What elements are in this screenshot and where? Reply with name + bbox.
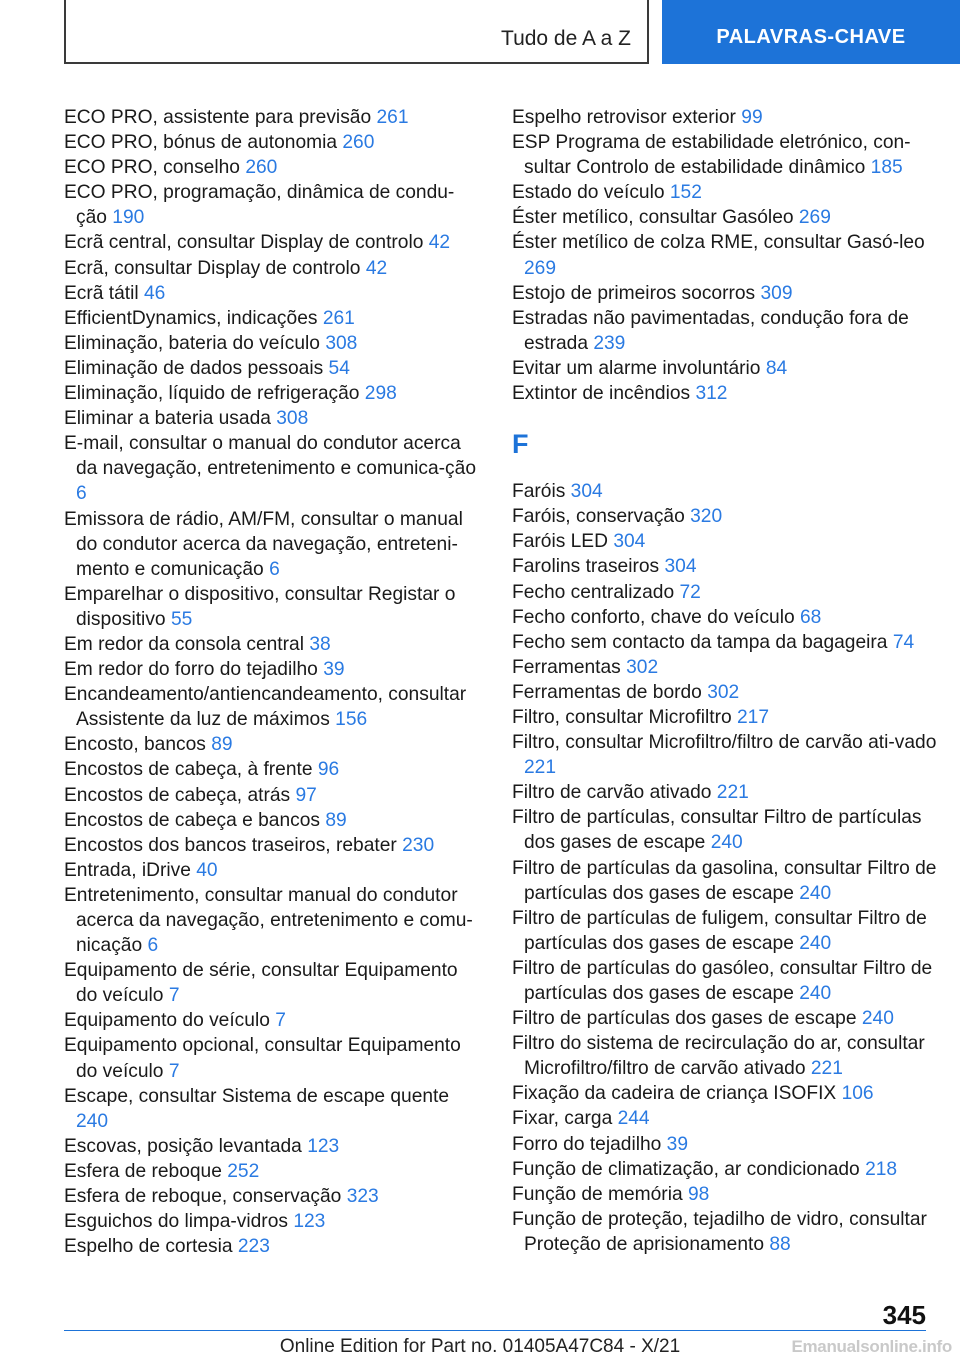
index-entry (64, 431, 484, 506)
index-entry (512, 306, 942, 356)
index-entry (64, 130, 484, 155)
watermark-logo: Emanualsonline.info (791, 1337, 952, 1356)
entry-page-link[interactable]: 240 (799, 882, 832, 904)
entry-page-link[interactable]: 217 (736, 706, 769, 728)
entry-page-link[interactable]: 240 (76, 1110, 109, 1132)
index-entry (64, 582, 484, 632)
entry-page-link[interactable]: 40 (196, 859, 218, 881)
entry-term: ECO PRO, programação, dinâmica de condu-ção (64, 182, 455, 229)
index-entry (64, 682, 484, 732)
entry-page-link[interactable]: 84 (765, 357, 788, 379)
entry-page-link[interactable]: 42 (365, 257, 388, 279)
index-entry (512, 856, 942, 906)
entry-term: Eliminação, líquido de refrigeração (64, 383, 360, 405)
entry-term: Faróis (512, 481, 566, 503)
entry-term: Encostos de cabeça, atrás (64, 784, 291, 806)
entry-page-link[interactable]: 261 (376, 107, 409, 128)
index-entry (64, 406, 484, 431)
entry-page-link[interactable]: 223 (237, 1236, 270, 1258)
entry-page-link[interactable]: 7 (168, 1060, 180, 1082)
entry-page-link[interactable]: 260 (342, 132, 375, 154)
index-entry (512, 1106, 942, 1131)
entry-term: Filtro de partículas de fuligem, consultar Filtro de partículas dos gases de escape (512, 907, 927, 954)
entry-page-link[interactable]: 68 (800, 606, 822, 628)
index-entry (64, 883, 484, 958)
entry-term: Equipamento opcional, consultar Equipamento do veículo (64, 1035, 461, 1082)
entry-term: Emparelhar o dispositivo, consultar Registar o dispositivo (64, 583, 456, 630)
entry-term: Encostos dos bancos traseiros, rebater (64, 834, 397, 856)
entry-page-link[interactable]: 308 (325, 332, 358, 354)
index-entry (512, 479, 942, 504)
entry-page-link[interactable]: 304 (664, 556, 697, 578)
entry-page-link[interactable]: 308 (276, 408, 309, 430)
entry-term: Fecho conforto, chave do veículo (512, 606, 795, 628)
entry-term: Escape, consultar Sistema de escape quente (64, 1085, 450, 1107)
entry-term: Função de proteção, tejadilho de vidro, consultar Proteção de aprisionamento (512, 1208, 927, 1255)
entry-term: Fecho centralizado (512, 581, 675, 603)
letter-heading-f: F (512, 429, 529, 460)
index-entry (64, 105, 484, 130)
entry-page-link[interactable]: 221 (810, 1058, 843, 1080)
entry-term: Filtro de partículas, consultar Filtro de partículas dos gases de escape (512, 807, 922, 854)
entry-page-link[interactable]: 323 (346, 1186, 379, 1208)
index-column-right (512, 105, 942, 1257)
entry-term: Encandeamento/antiencandeamento, consultar Assistente da luz de máximos (64, 684, 467, 731)
entry-term: Função de memória (512, 1183, 683, 1205)
index-entry (512, 1182, 942, 1207)
index-entry (512, 504, 942, 529)
entry-term: Ferramentas de bordo (512, 681, 702, 703)
entry-page-link[interactable]: 269 (798, 207, 831, 229)
entry-page-link[interactable]: 304 (613, 531, 646, 553)
index-entry (64, 783, 484, 808)
entry-term: EfficientDynamics, indicações (64, 307, 318, 329)
index-entry (64, 757, 484, 782)
entry-term: Encostos de cabeça, à frente (64, 759, 313, 781)
entry-page-link[interactable]: 304 (570, 481, 603, 503)
index-entry (64, 306, 484, 331)
index-entry (64, 1184, 484, 1209)
entry-page-link[interactable]: 99 (741, 107, 763, 128)
index-entry (64, 657, 484, 682)
entry-page-link[interactable]: 123 (307, 1135, 340, 1157)
entry-term: Filtro de partículas dos gases de escape (512, 1008, 857, 1030)
index-entry (64, 230, 484, 255)
entry-term: Escovas, posição levantada (64, 1135, 302, 1157)
entry-page-link[interactable]: 261 (322, 307, 355, 329)
index-entry (512, 230, 942, 280)
index-entry (512, 281, 942, 306)
entry-term: Filtro, consultar Microfiltro (512, 706, 732, 728)
index-entry (64, 1084, 484, 1134)
entry-page-link[interactable]: 302 (626, 656, 659, 678)
entry-page-link[interactable]: 54 (328, 357, 350, 379)
entry-term: Fixação da cadeira de criança ISOFIX (512, 1083, 837, 1105)
entry-term: Espelho de cortesia (64, 1236, 233, 1258)
entry-term: Filtro do sistema de recirculação do ar, consultar Microfiltro/filtro de carvão ativado (512, 1033, 925, 1080)
entry-page-link[interactable]: 221 (716, 782, 749, 804)
index-entry (512, 1006, 942, 1031)
entry-term: Ecrã tátil (64, 282, 139, 304)
index-entry (512, 1132, 942, 1157)
entry-page-link[interactable]: 240 (861, 1008, 894, 1030)
entry-page-link[interactable]: 312 (695, 383, 728, 405)
entry-page-link[interactable]: 46 (144, 282, 166, 304)
entry-term: Em redor do forro do tejadilho (64, 659, 318, 681)
index-entry (512, 805, 942, 855)
index-entry (64, 155, 484, 180)
entry-term: Entretenimento, consultar manual do condutor acerca da navegação, entretenimento e comu-nicação (64, 884, 473, 957)
entry-page-link[interactable]: 89 (325, 809, 347, 831)
entry-term: Esfera de reboque (64, 1160, 222, 1182)
index-entry (512, 130, 942, 180)
index-entry (64, 356, 484, 381)
entry-page-link[interactable]: 6 (269, 558, 280, 580)
entry-page-link[interactable]: 39 (323, 659, 345, 681)
index-entry (64, 1209, 484, 1234)
entry-page-link[interactable]: 97 (295, 784, 317, 806)
index-entry (64, 1008, 484, 1033)
entry-page-link[interactable]: 218 (865, 1158, 898, 1180)
entry-page-link[interactable]: 72 (679, 581, 701, 603)
entry-term: Eliminar a bateria usada (64, 408, 271, 430)
index-entry (64, 632, 484, 657)
index-group-f (512, 479, 942, 1257)
entry-page-link[interactable]: 156 (335, 709, 368, 731)
entry-page-link[interactable]: 309 (760, 282, 793, 304)
index-entry (512, 580, 942, 605)
index-entry (512, 630, 942, 655)
index-entry (512, 105, 942, 130)
entry-page-link[interactable]: 123 (293, 1211, 326, 1233)
index-entry (64, 1134, 484, 1159)
entry-page-link[interactable]: 98 (687, 1183, 710, 1205)
index-entry (512, 956, 942, 1006)
keywords-tab[interactable]: PALAVRAS-CHAVE (662, 0, 960, 64)
entry-page-link[interactable]: 152 (669, 182, 702, 204)
entry-term: Eliminação de dados pessoais (64, 357, 324, 379)
entry-term: Farolins traseiros (512, 556, 660, 578)
entry-term: Ferramentas (512, 656, 621, 678)
entry-page-link[interactable]: 89 (211, 734, 233, 756)
entry-term: Estojo de primeiros socorros (512, 282, 756, 304)
entry-term: Encosto, bancos (64, 734, 206, 756)
footer-divider (64, 1330, 926, 1331)
entry-page-link[interactable]: 6 (76, 483, 87, 505)
index-entry (512, 680, 942, 705)
entry-term: Estradas não pavimentadas, condução fora de estrada (512, 307, 909, 354)
index-entry (512, 180, 942, 205)
entry-page-link[interactable]: 230 (402, 834, 435, 856)
entry-term: Encostos de cabeça e bancos (64, 809, 321, 831)
index-entry (64, 958, 484, 1008)
entry-term: Emissora de rádio, AM/FM, consultar o manual do condutor acerca da navegação, entreteni-mento e comunicação (64, 508, 463, 580)
entry-term: Função de climatização, ar condicionado (512, 1158, 860, 1180)
index-entry (512, 529, 942, 554)
index-entry (512, 1031, 942, 1081)
entry-term: Equipamento de série, consultar Equipamento do veículo (64, 960, 458, 1007)
section-title: Tudo de A a Z (501, 27, 631, 50)
index-entry (512, 1207, 942, 1257)
entry-term: Fecho sem contacto da tampa da bagageira (512, 631, 888, 653)
entry-term: Filtro, consultar Microfiltro/filtro de carvão ati-vado (512, 732, 937, 754)
entry-term: Éster metílico de colza RME, consultar Gasó-leo (512, 232, 925, 254)
index-entry (64, 281, 484, 306)
entry-page-link[interactable]: 96 (317, 759, 340, 781)
entry-term: Entrada, iDrive (64, 859, 191, 881)
index-entry (512, 381, 942, 406)
entry-term: Fixar, carga (512, 1108, 613, 1130)
entry-page-link[interactable]: 74 (892, 631, 915, 653)
entry-term: E-mail, consultar o manual do condutor acerca da navegação, entretenimento e comunica-ção (64, 433, 476, 480)
entry-term: Evitar um alarme involuntário (512, 357, 761, 379)
entry-page-link[interactable]: 38 (309, 633, 331, 655)
entry-term: Esguichos do limpa-vidros (64, 1211, 288, 1233)
entry-page-link[interactable]: 252 (227, 1160, 260, 1182)
entry-term: ECO PRO, conselho (64, 157, 240, 179)
entry-term: Filtro de carvão ativado (512, 782, 712, 804)
entry-page-link[interactable]: 240 (710, 832, 743, 854)
entry-term: Faróis LED (512, 531, 608, 553)
entry-term: Ecrã, consultar Display de controlo (64, 257, 361, 279)
entry-page-link[interactable]: 7 (168, 985, 180, 1007)
index-entry (64, 833, 484, 858)
entry-term: Éster metílico, consultar Gasóleo (512, 207, 794, 229)
entry-term: Esfera de reboque, conservação (64, 1186, 342, 1208)
entry-page-link[interactable]: 269 (524, 257, 557, 279)
index-entry (512, 906, 942, 956)
entry-page-link[interactable]: 106 (841, 1083, 874, 1105)
index-entry (512, 655, 942, 680)
index-entry (512, 356, 942, 381)
index-entry (64, 256, 484, 281)
entry-term: Estado do veículo (512, 182, 665, 204)
index-entry (512, 705, 942, 730)
entry-term: Filtro de partículas da gasolina, consultar Filtro de partículas dos gases de escape (512, 857, 937, 904)
entry-term: ESP Programa de estabilidade eletrónico, con-sultar Controlo de estabilidade dinâmico (512, 132, 911, 179)
index-entry (512, 1157, 942, 1182)
entry-term: Espelho retrovisor exterior (512, 107, 736, 128)
entry-page-link[interactable]: 42 (428, 232, 451, 254)
entry-page-link[interactable]: 88 (769, 1233, 791, 1255)
index-entry (64, 1234, 484, 1259)
index-entry (64, 507, 484, 582)
entry-term: Forro do tejadilho (512, 1133, 662, 1155)
entry-page-link[interactable]: 244 (617, 1108, 650, 1130)
index-entry (512, 205, 942, 230)
entry-term: Filtro de partículas do gasóleo, consultar Filtro de partículas dos gases de escape (512, 957, 933, 1004)
entry-page-link[interactable]: 260 (245, 157, 278, 179)
entry-page-link[interactable]: 221 (524, 757, 557, 779)
entry-page-link[interactable]: 55 (170, 608, 193, 630)
index-entry (64, 331, 484, 356)
index-entry (512, 780, 942, 805)
footer-edition: Online Edition for Part no. 01405A47C84 - X/21 (279, 1336, 681, 1357)
index-entry (64, 808, 484, 833)
entry-page-link[interactable]: 320 (690, 506, 723, 528)
index-entry (64, 180, 484, 230)
entry-term: ECO PRO, bónus de autonomia (64, 132, 338, 154)
entry-page-link[interactable]: 302 (707, 681, 740, 703)
entry-term: Ecrã central, consultar Display de controlo (64, 232, 424, 254)
index-entry (64, 381, 484, 406)
page-number: 345 (882, 1300, 926, 1330)
entry-page-link[interactable]: 240 (799, 932, 832, 954)
entry-page-link[interactable]: 39 (666, 1133, 689, 1155)
entry-term: Eliminação, bateria do veículo (64, 332, 320, 354)
entry-term: Faróis, conservação (512, 506, 685, 528)
index-entry (64, 858, 484, 883)
index-entry (512, 1081, 942, 1106)
entry-term: Extintor de incêndios (512, 383, 691, 405)
entry-term: Em redor da consola central (64, 633, 304, 655)
index-column-left (64, 105, 484, 1259)
entry-page-link[interactable]: 7 (275, 1010, 286, 1032)
index-entry (512, 605, 942, 630)
entry-page-link[interactable]: 239 (593, 332, 626, 354)
entry-page-link[interactable]: 185 (870, 157, 903, 179)
header-section-box (64, 0, 649, 64)
index-group-e (512, 105, 942, 406)
entry-page-link[interactable]: 298 (364, 383, 397, 405)
entry-page-link[interactable]: 190 (112, 207, 145, 229)
entry-page-link[interactable]: 6 (147, 935, 159, 957)
index-entry (512, 730, 942, 780)
entry-page-link[interactable]: 240 (799, 983, 832, 1004)
index-entry (64, 732, 484, 757)
index-entry (64, 1033, 484, 1083)
entry-term: Equipamento do veículo (64, 1010, 270, 1032)
index-entry (64, 1159, 484, 1184)
entry-term: ECO PRO, assistente para previsão (64, 107, 372, 128)
index-entry (512, 554, 942, 579)
